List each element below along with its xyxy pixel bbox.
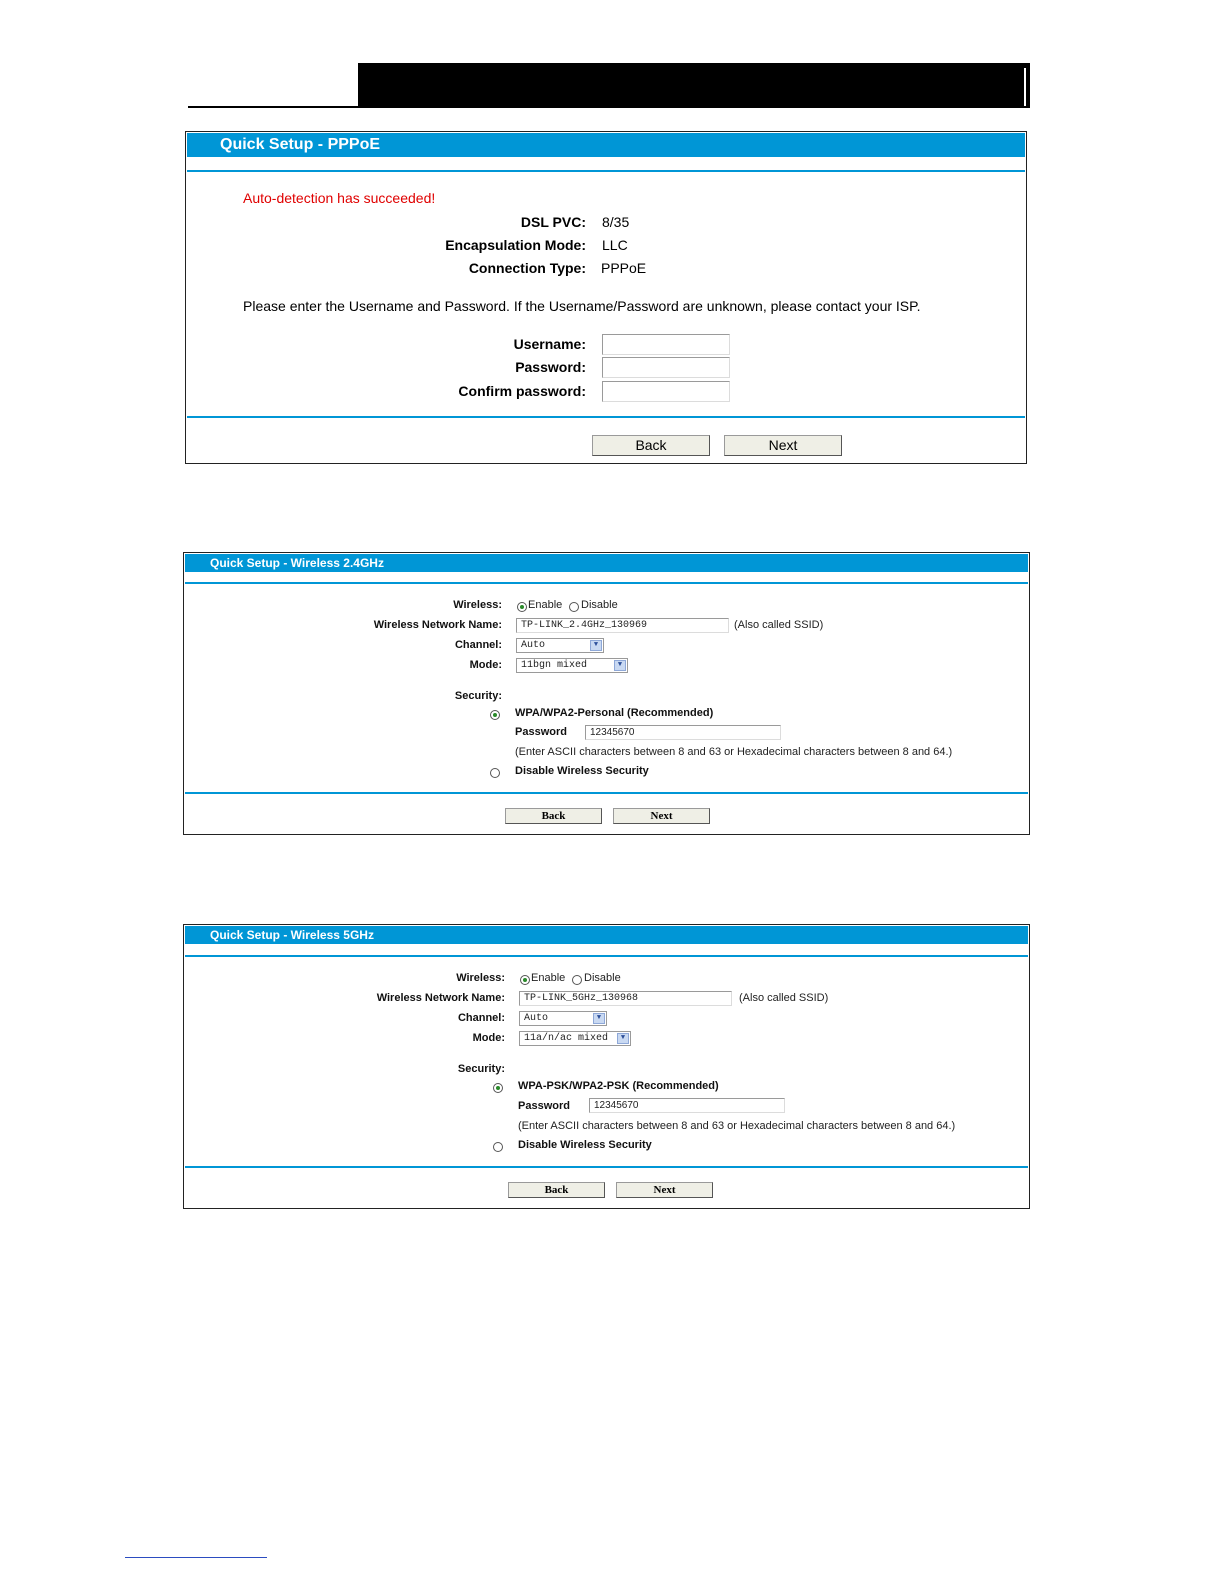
mode-value: 11a/n/ac mixed <box>524 1033 609 1044</box>
pppoe-back-button[interactable]: Back <box>592 435 710 456</box>
password-hint: (Enter ASCII characters between 8 and 63 or Hexadecimal characters between 8 and 64.) <box>518 1120 956 1132</box>
mode-label: Mode: <box>472 1032 505 1044</box>
mode-value: 11bgn mixed <box>521 660 588 671</box>
disable-security-radio[interactable] <box>490 768 500 778</box>
disable-security-label: Disable Wireless Security <box>518 1139 652 1151</box>
wifi-password-label: Password <box>515 726 567 738</box>
username-input[interactable] <box>602 334 730 355</box>
pppoe-title: Quick Setup - PPPoE <box>220 136 381 153</box>
wireless-24-back-button[interactable]: Back <box>505 808 602 824</box>
wireless-5-panel <box>183 924 1030 1209</box>
wireless-5-top-rule <box>185 955 1028 957</box>
password-hint: (Enter ASCII characters between 8 and 63 or Hexadecimal characters between 8 and 64.) <box>515 746 953 758</box>
wireless-5-back-button[interactable]: Back <box>508 1182 605 1198</box>
channel-label: Channel: <box>454 639 502 651</box>
pppoe-title-bar <box>187 133 1025 157</box>
password-input[interactable] <box>602 357 730 378</box>
pppoe-top-rule <box>187 170 1025 172</box>
wireless-24-panel <box>183 552 1030 835</box>
wireless-enable-radio[interactable] <box>520 975 530 985</box>
mode-select[interactable] <box>516 658 628 673</box>
wireless-24-title: Quick Setup - Wireless 2.4GHz <box>210 556 384 570</box>
chevron-down-icon: ▼ <box>593 1013 605 1024</box>
network-name-input[interactable]: TP-LINK_5GHz_130968 <box>519 991 732 1006</box>
mode-select[interactable] <box>519 1031 631 1046</box>
chevron-down-icon: ▼ <box>590 640 602 651</box>
encapsulation-label: Encapsulation Mode: <box>445 237 586 253</box>
wireless-5-bottom-rule <box>185 1166 1028 1168</box>
wireless-disable-label: Disable <box>581 599 618 611</box>
footer-rule <box>125 1557 267 1558</box>
wpa-personal-radio[interactable] <box>490 710 500 720</box>
chevron-down-icon: ▼ <box>614 660 626 671</box>
wireless-enable-label: Enable <box>528 599 563 611</box>
password-label: Password: <box>515 359 586 375</box>
wifi-password-input[interactable]: 12345670 <box>585 725 781 740</box>
wireless-disable-radio[interactable] <box>569 602 579 612</box>
disable-security-label: Disable Wireless Security <box>515 765 649 777</box>
instructions: Please enter the Username and Password. If the Username/Password are unknown, please contact your ISP. <box>243 298 921 314</box>
wifi-password-label: Password <box>518 1100 570 1112</box>
wireless-5-next-button[interactable]: Next <box>616 1182 713 1198</box>
chevron-down-icon: ▼ <box>617 1033 629 1044</box>
wireless-disable-label: Disable <box>584 972 621 984</box>
wireless-enable-label: Enable <box>531 972 566 984</box>
wireless-24-title-bar <box>185 554 1028 572</box>
header-bar <box>358 63 1030 108</box>
wireless-24-top-rule <box>185 582 1028 584</box>
channel-select[interactable] <box>516 638 604 653</box>
channel-label: Channel: <box>457 1012 505 1024</box>
ssid-note: (Also called SSID) <box>734 619 824 631</box>
success-message: Auto-detection has succeeded! <box>243 190 436 206</box>
wifi-password-input[interactable]: 12345670 <box>589 1098 785 1113</box>
wireless-24-bottom-rule <box>185 792 1028 794</box>
channel-value: Auto <box>524 1013 549 1024</box>
connection-type-label: Connection Type: <box>468 260 586 276</box>
header-bar-divider <box>1024 68 1026 106</box>
connection-type-value: PPPoE <box>601 260 647 276</box>
wireless-label: Wireless: <box>456 972 505 984</box>
channel-value: Auto <box>521 640 546 651</box>
network-name-input[interactable]: TP-LINK_2.4GHz_130969 <box>516 618 729 633</box>
confirm-password-label: Confirm password: <box>458 383 586 399</box>
ssid-note: (Also called SSID) <box>739 992 829 1004</box>
wireless-disable-radio[interactable] <box>572 975 582 985</box>
wireless-label: Wireless: <box>453 599 502 611</box>
security-label: Security: <box>454 690 502 702</box>
wpa-psk-label: WPA-PSK/WPA2-PSK (Recommended) <box>518 1080 719 1092</box>
pppoe-bottom-rule <box>187 416 1025 418</box>
wpa-psk-radio[interactable] <box>493 1083 503 1093</box>
disable-security-radio[interactable] <box>493 1142 503 1152</box>
wireless-5-title-bar <box>185 926 1028 944</box>
channel-select[interactable] <box>519 1011 607 1026</box>
dsl-pvc-value: 8/35 <box>602 214 630 230</box>
network-name-label: Wireless Network Name: <box>373 619 502 631</box>
username-label: Username: <box>513 336 586 352</box>
pppoe-panel <box>185 131 1027 464</box>
mode-label: Mode: <box>469 659 502 671</box>
pppoe-next-button[interactable]: Next <box>724 435 842 456</box>
wpa-personal-label: WPA/WPA2-Personal (Recommended) <box>515 707 714 719</box>
security-label: Security: <box>457 1063 505 1075</box>
confirm-password-input[interactable] <box>602 381 730 402</box>
network-name-label: Wireless Network Name: <box>376 992 505 1004</box>
header-rule <box>188 106 360 108</box>
wireless-enable-radio[interactable] <box>517 602 527 612</box>
wireless-24-next-button[interactable]: Next <box>613 808 710 824</box>
encapsulation-value: LLC <box>602 237 628 253</box>
dsl-pvc-label: DSL PVC: <box>520 214 586 230</box>
wireless-5-title: Quick Setup - Wireless 5GHz <box>210 928 374 942</box>
